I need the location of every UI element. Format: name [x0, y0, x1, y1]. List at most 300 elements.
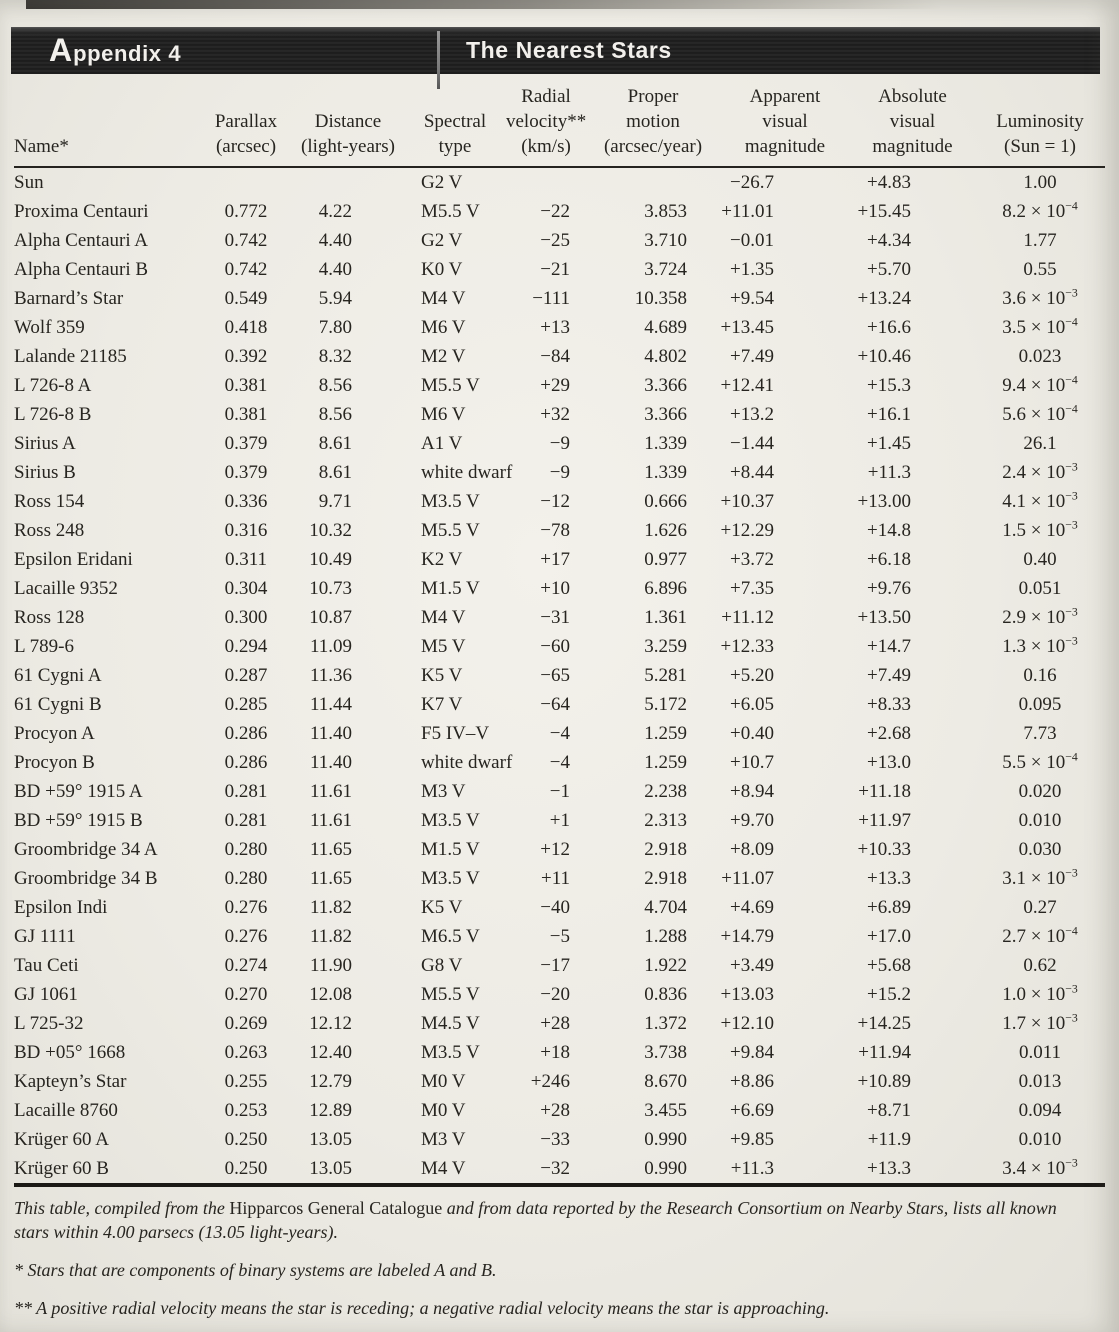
table-row [14, 806, 1105, 835]
cell-luminosity: 0.011 [1018, 1041, 1062, 1063]
cell-apparent_visual_magnitude: +11.3 [730, 1157, 774, 1179]
cell-radial_velocity: +1 [549, 809, 570, 831]
cell-apparent_visual_magnitude: +9.85 [730, 1128, 774, 1150]
cell-parallax: 0.280 [224, 838, 268, 860]
source-note-segment: Hipparcos General Catalogue [229, 1198, 443, 1218]
table-row [14, 1154, 1105, 1183]
cell-radial_velocity: −33 [540, 1128, 570, 1150]
cell-absolute_visual_magnitude: +14.25 [857, 1012, 911, 1034]
cell-apparent_visual_magnitude: −26.7 [730, 171, 774, 193]
cell-apparent_visual_magnitude: +13.03 [720, 983, 774, 1005]
cell-apparent_visual_magnitude: +7.35 [730, 577, 774, 599]
cell-absolute_visual_magnitude: +15.45 [857, 200, 911, 222]
cell-parallax: 0.281 [224, 809, 268, 831]
cell-name: 61 Cygni B [14, 693, 102, 715]
cell-apparent_visual_magnitude: +11.01 [721, 200, 774, 222]
cell-spectral_type: K5 V [421, 896, 463, 918]
cell-absolute_visual_magnitude: +10.89 [857, 1070, 911, 1092]
column-header-parallax: Parallax (arcsec) [214, 111, 278, 157]
cell-radial_velocity: +18 [540, 1041, 570, 1063]
cell-absolute_visual_magnitude: +13.3 [867, 867, 911, 889]
table-row [14, 284, 1105, 313]
cell-absolute_visual_magnitude: +10.33 [857, 838, 911, 860]
cell-absolute_visual_magnitude: +16.6 [867, 316, 911, 338]
scan-edge-artifact [26, 0, 942, 9]
cell-distance: 11.61 [309, 809, 352, 831]
cell-name: Procyon B [14, 751, 95, 773]
cell-proper_motion: 1.259 [644, 751, 687, 773]
cell-apparent_visual_magnitude: +12.41 [720, 374, 774, 396]
cell-proper_motion: 4.689 [644, 316, 687, 338]
cell-apparent_visual_magnitude: +11.07 [721, 867, 774, 889]
cell-distance: 11.44 [309, 693, 352, 715]
cell-parallax: 0.281 [224, 780, 268, 802]
cell-luminosity: $2.9 \times 10^{-3}$ [1002, 605, 1078, 628]
cell-proper_motion: 0.977 [644, 548, 687, 570]
cell-apparent_visual_magnitude: +12.33 [720, 635, 774, 657]
cell-radial_velocity: −4 [549, 722, 570, 744]
table-row [14, 458, 1105, 487]
cell-luminosity: 0.62 [1023, 954, 1057, 976]
cell-radial_velocity: −9 [549, 432, 570, 454]
cell-name: Tau Ceti [14, 954, 79, 976]
table-row [14, 661, 1105, 690]
cell-absolute_visual_magnitude: +11.3 [867, 461, 911, 483]
cell-radial_velocity: −4 [549, 751, 570, 773]
column-header-proper_motion: Proper motion (arcsec/year) [603, 86, 703, 157]
cell-absolute_visual_magnitude: +1.45 [867, 432, 911, 454]
cell-spectral_type: white dwarf [421, 461, 513, 483]
cell-absolute_visual_magnitude: +11.97 [858, 809, 911, 831]
cell-parallax: 0.250 [224, 1128, 268, 1150]
cell-name: Alpha Centauri A [14, 229, 149, 251]
cell-apparent_visual_magnitude: +11.12 [721, 606, 774, 628]
cell-spectral_type: M5.5 V [421, 519, 480, 541]
cell-proper_motion: 1.288 [644, 925, 687, 947]
cell-radial_velocity: −40 [540, 896, 570, 918]
cell-radial_velocity: +29 [540, 374, 570, 396]
cell-distance: 11.40 [309, 722, 352, 744]
cell-name: GJ 1111 [14, 925, 76, 947]
cell-luminosity: 0.051 [1018, 577, 1062, 599]
column-header-radial_velocity: Radial velocity** (km/s) [506, 86, 587, 157]
cell-luminosity: 0.094 [1018, 1099, 1062, 1121]
cell-luminosity: $5.6 \times 10^{-4}$ [1002, 402, 1078, 425]
cell-apparent_visual_magnitude: +6.69 [730, 1099, 774, 1121]
cell-radial_velocity: −64 [540, 693, 570, 715]
table-row [14, 893, 1105, 922]
cell-absolute_visual_magnitude: +11.18 [858, 780, 911, 802]
cell-name: Krüger 60 A [14, 1128, 109, 1150]
table-row [14, 690, 1105, 719]
footnote-double-asterisk: ** A positive radial velocity means the star is receding; a negative radial velocity means the star is approaching. [14, 1298, 830, 1318]
cell-proper_motion: 2.313 [644, 809, 687, 831]
cell-apparent_visual_magnitude: +13.45 [720, 316, 774, 338]
cell-radial_velocity: +10 [540, 577, 570, 599]
cell-luminosity: 0.16 [1023, 664, 1057, 686]
cell-absolute_visual_magnitude: +6.89 [867, 896, 911, 918]
cell-parallax: 0.742 [224, 229, 268, 251]
cell-parallax: 0.381 [224, 374, 268, 396]
cell-distance: 4.40 [318, 258, 352, 280]
cell-spectral_type: K2 V [421, 548, 463, 570]
cell-radial_velocity: +246 [530, 1070, 570, 1092]
cell-proper_motion: 3.259 [644, 635, 687, 657]
cell-apparent_visual_magnitude: +4.69 [730, 896, 774, 918]
cell-luminosity: $1.7 \times 10^{-3}$ [1002, 1011, 1078, 1034]
cell-spectral_type: G8 V [421, 954, 463, 976]
cell-apparent_visual_magnitude: +10.7 [730, 751, 774, 773]
cell-absolute_visual_magnitude: +15.2 [867, 983, 911, 1005]
cell-distance: 11.65 [309, 838, 352, 860]
cell-apparent_visual_magnitude: +8.09 [730, 838, 774, 860]
cell-parallax: 0.274 [224, 954, 268, 976]
cell-apparent_visual_magnitude: +6.05 [730, 693, 774, 715]
cell-absolute_visual_magnitude: +7.49 [867, 664, 911, 686]
cell-distance: 11.36 [309, 664, 352, 686]
table-row [14, 1096, 1105, 1125]
cell-absolute_visual_magnitude: +14.8 [867, 519, 911, 541]
cell-radial_velocity: +12 [540, 838, 570, 860]
cell-parallax: 0.287 [224, 664, 268, 686]
cell-distance: 11.09 [309, 635, 352, 657]
cell-apparent_visual_magnitude: +8.44 [730, 461, 774, 483]
cell-radial_velocity: −20 [540, 983, 570, 1005]
cell-spectral_type: M6.5 V [421, 925, 480, 947]
cell-distance: 11.40 [309, 751, 352, 773]
cell-luminosity: 1.00 [1023, 171, 1057, 193]
cell-proper_motion: 3.710 [644, 229, 687, 251]
cell-spectral_type: M0 V [421, 1099, 466, 1121]
cell-parallax: 0.379 [224, 461, 268, 483]
cell-name: Proxima Centauri [14, 200, 149, 222]
cell-luminosity: 0.013 [1018, 1070, 1062, 1092]
cell-spectral_type: M5.5 V [421, 200, 480, 222]
cell-parallax: 0.285 [224, 693, 268, 715]
cell-parallax: 0.336 [224, 490, 268, 512]
cell-radial_velocity: −21 [540, 258, 570, 280]
cell-proper_motion: 4.802 [644, 345, 687, 367]
cell-absolute_visual_magnitude: +15.3 [867, 374, 911, 396]
cell-parallax: 0.379 [224, 432, 268, 454]
cell-luminosity: 0.095 [1018, 693, 1062, 715]
cell-name: Lacaille 8760 [14, 1099, 118, 1121]
cell-parallax: 0.286 [224, 722, 268, 744]
cell-spectral_type: M1.5 V [421, 577, 480, 599]
cell-absolute_visual_magnitude: +11.9 [867, 1128, 911, 1150]
cell-radial_velocity: −78 [540, 519, 570, 541]
cell-name: L 726-8 A [14, 374, 92, 396]
cell-name: Epsilon Eridani [14, 548, 133, 570]
cell-distance: 13.05 [309, 1128, 352, 1150]
cell-distance: 8.61 [318, 432, 352, 454]
cell-luminosity: 0.010 [1018, 1128, 1062, 1150]
table-row [14, 603, 1105, 632]
cell-spectral_type: M3 V [421, 1128, 466, 1150]
table-row [14, 1125, 1105, 1154]
cell-luminosity: $3.1 \times 10^{-3}$ [1002, 866, 1078, 889]
cell-absolute_visual_magnitude: +4.83 [867, 171, 911, 193]
cell-proper_motion: 1.339 [644, 461, 687, 483]
cell-radial_velocity: +11 [540, 867, 570, 889]
cell-luminosity: 0.030 [1018, 838, 1062, 860]
cell-spectral_type: G2 V [421, 229, 463, 251]
table-row [14, 777, 1105, 806]
page-title: The Nearest Stars [466, 37, 672, 63]
cell-apparent_visual_magnitude: +0.40 [730, 722, 774, 744]
cell-proper_motion: 1.259 [644, 722, 687, 744]
source-note [14, 1196, 1072, 1244]
cell-parallax: 0.316 [224, 519, 268, 541]
cell-spectral_type: M4 V [421, 1157, 466, 1179]
cell-absolute_visual_magnitude: +4.34 [867, 229, 911, 251]
cell-distance: 9.71 [318, 490, 352, 512]
column-header-name: Name* [14, 136, 69, 157]
table-row [14, 342, 1105, 371]
cell-radial_velocity: −12 [540, 490, 570, 512]
cell-parallax: 0.286 [224, 751, 268, 773]
cell-spectral_type: M4.5 V [421, 1012, 480, 1034]
cell-distance: 12.89 [309, 1099, 352, 1121]
cell-proper_motion: 3.738 [644, 1041, 687, 1063]
cell-luminosity: $1.3 \times 10^{-3}$ [1002, 634, 1078, 657]
cell-proper_motion: 10.358 [634, 287, 687, 309]
cell-apparent_visual_magnitude: +9.70 [730, 809, 774, 831]
cell-parallax: 0.300 [224, 606, 268, 628]
cell-spectral_type: M6 V [421, 403, 466, 425]
cell-name: Epsilon Indi [14, 896, 108, 918]
cell-spectral_type: M3.5 V [421, 1041, 480, 1063]
table-footer [14, 1196, 1072, 1332]
column-header-distance: Distance (light-years) [301, 111, 395, 157]
cell-distance: 8.61 [318, 461, 352, 483]
cell-parallax: 0.294 [224, 635, 268, 657]
cell-spectral_type: M5.5 V [421, 374, 480, 396]
cell-proper_motion: 2.918 [644, 867, 687, 889]
cell-parallax: 0.253 [224, 1099, 268, 1121]
cell-apparent_visual_magnitude: +8.86 [730, 1070, 774, 1092]
cell-proper_motion: 5.172 [644, 693, 687, 715]
cell-absolute_visual_magnitude: +14.7 [867, 635, 911, 657]
cell-distance: 8.32 [318, 345, 352, 367]
cell-spectral_type: G2 V [421, 171, 463, 193]
cell-apparent_visual_magnitude: +1.35 [730, 258, 774, 280]
cell-distance: 10.73 [309, 577, 352, 599]
cell-spectral_type: F5 IV–V [421, 722, 490, 744]
cell-distance: 8.56 [318, 403, 352, 425]
banner-divider [437, 31, 440, 89]
cell-proper_motion: 0.990 [644, 1157, 687, 1179]
cell-absolute_visual_magnitude: +9.76 [867, 577, 911, 599]
cell-luminosity: $1.5 \times 10^{-3}$ [1002, 518, 1078, 541]
cell-parallax: 0.381 [224, 403, 268, 425]
table-row [14, 487, 1105, 516]
table-row [14, 168, 1105, 197]
cell-parallax: 0.418 [224, 316, 268, 338]
column-header-spectral_type: Spectral type [423, 111, 487, 157]
cell-spectral_type: M5.5 V [421, 983, 480, 1005]
appendix-banner [11, 27, 1100, 74]
cell-spectral_type: M4 V [421, 606, 466, 628]
cell-absolute_visual_magnitude: +8.71 [867, 1099, 911, 1121]
cell-luminosity: $4.1 \times 10^{-3}$ [1002, 489, 1078, 512]
table-row [14, 226, 1105, 255]
cell-proper_motion: 3.366 [644, 403, 687, 425]
table-row [14, 632, 1105, 661]
cell-apparent_visual_magnitude: +9.54 [730, 287, 774, 309]
cell-luminosity: $3.4 \times 10^{-3}$ [1002, 1156, 1078, 1179]
source-note-segment: and from data reported by the Research Consortium on Nearby Stars, lists all known stars within 4.00 parsecs (13.05 light-years). [14, 1198, 1057, 1242]
nearest-stars-table [14, 84, 1105, 1187]
cell-distance: 12.12 [309, 1012, 352, 1034]
cell-radial_velocity: −9 [549, 461, 570, 483]
table-row [14, 313, 1105, 342]
cell-spectral_type: M3 V [421, 780, 466, 802]
cell-spectral_type: K5 V [421, 664, 463, 686]
cell-proper_motion: 0.666 [644, 490, 687, 512]
cell-proper_motion: 2.918 [644, 838, 687, 860]
cell-radial_velocity: −31 [540, 606, 570, 628]
cell-distance: 12.79 [309, 1070, 352, 1092]
cell-distance: 11.61 [309, 780, 352, 802]
cell-parallax: 0.276 [224, 925, 268, 947]
cell-parallax: 0.311 [224, 548, 268, 570]
cell-name: L 725-32 [14, 1012, 84, 1034]
table-row [14, 835, 1105, 864]
cell-distance: 11.82 [309, 896, 352, 918]
cell-luminosity: 0.40 [1023, 548, 1057, 570]
cell-name: BD +59° 1915 A [14, 780, 143, 802]
cell-distance: 7.80 [318, 316, 352, 338]
cell-radial_velocity: +32 [540, 403, 570, 425]
cell-proper_motion: 3.455 [644, 1099, 687, 1121]
cell-parallax: 0.250 [224, 1157, 268, 1179]
cell-absolute_visual_magnitude: +8.33 [867, 693, 911, 715]
cell-absolute_visual_magnitude: +13.24 [857, 287, 911, 309]
cell-name: Groombridge 34 A [14, 838, 158, 860]
cell-proper_motion: 3.853 [644, 200, 687, 222]
cell-distance: 10.32 [309, 519, 352, 541]
cell-radial_velocity: −60 [540, 635, 570, 657]
table-header-row [14, 84, 1105, 168]
cell-name: L 726-8 B [14, 403, 92, 425]
cell-apparent_visual_magnitude: +7.49 [730, 345, 774, 367]
column-header-apparent_visual_magnitude: Apparent visual magnitude [744, 86, 826, 157]
cell-proper_motion: 0.990 [644, 1128, 687, 1150]
cell-proper_motion: 5.281 [644, 664, 687, 686]
cell-apparent_visual_magnitude: +5.20 [730, 664, 774, 686]
table-row [14, 197, 1105, 226]
cell-luminosity: $8.2 \times 10^{-4}$ [1002, 199, 1078, 222]
cell-radial_velocity: +17 [540, 548, 570, 570]
cell-proper_motion: 1.626 [644, 519, 687, 541]
cell-apparent_visual_magnitude: +12.10 [720, 1012, 774, 1034]
cell-distance: 10.87 [309, 606, 352, 628]
cell-apparent_visual_magnitude: +9.84 [730, 1041, 774, 1063]
table-row [14, 864, 1105, 893]
cell-parallax: 0.742 [224, 258, 268, 280]
cell-radial_velocity: +28 [540, 1099, 570, 1121]
cell-proper_motion: 1.361 [644, 606, 687, 628]
cell-luminosity: 0.020 [1018, 780, 1062, 802]
cell-apparent_visual_magnitude: +8.94 [730, 780, 774, 802]
source-note-segment: This table, compiled from the [14, 1198, 230, 1218]
cell-luminosity: 7.73 [1023, 722, 1057, 744]
cell-name: Groombridge 34 B [14, 867, 158, 889]
cell-name: L 789-6 [14, 635, 74, 657]
cell-apparent_visual_magnitude: +13.2 [730, 403, 774, 425]
cell-radial_velocity: −17 [540, 954, 570, 976]
cell-name: Krüger 60 B [14, 1157, 109, 1179]
cell-name: Ross 248 [14, 519, 85, 541]
cell-spectral_type: M3.5 V [421, 867, 480, 889]
cell-absolute_visual_magnitude: +16.1 [867, 403, 911, 425]
table-row [14, 400, 1105, 429]
cell-absolute_visual_magnitude: +13.00 [857, 490, 911, 512]
cell-luminosity: 1.77 [1023, 229, 1057, 251]
cell-proper_motion: 3.366 [644, 374, 687, 396]
table-row [14, 980, 1105, 1009]
cell-distance: 10.49 [309, 548, 352, 570]
cell-luminosity: 0.023 [1018, 345, 1062, 367]
cell-radial_velocity: −22 [540, 200, 570, 222]
cell-parallax: 0.772 [224, 200, 268, 222]
cell-luminosity: 26.1 [1023, 432, 1057, 454]
cell-parallax: 0.392 [224, 345, 268, 367]
cell-radial_velocity: −5 [549, 925, 570, 947]
table-row [14, 255, 1105, 284]
cell-spectral_type: A1 V [421, 432, 463, 454]
table-row [14, 516, 1105, 545]
cell-spectral_type: K0 V [421, 258, 463, 280]
cell-spectral_type: white dwarf [421, 751, 513, 773]
cell-spectral_type: M1.5 V [421, 838, 480, 860]
cell-apparent_visual_magnitude: +14.79 [720, 925, 774, 947]
cell-radial_velocity: +28 [540, 1012, 570, 1034]
cell-parallax: 0.280 [224, 867, 268, 889]
cell-proper_motion: 1.922 [644, 954, 687, 976]
cell-distance: 12.40 [309, 1041, 352, 1063]
cell-proper_motion: 1.339 [644, 432, 687, 454]
table-row [14, 1009, 1105, 1038]
appendix-label: Appendix 4 [49, 32, 182, 68]
cell-luminosity: $9.4 \times 10^{-4}$ [1002, 373, 1078, 396]
cell-radial_velocity: −84 [540, 345, 570, 367]
cell-parallax: 0.269 [224, 1012, 268, 1034]
cell-distance: 12.08 [309, 983, 352, 1005]
cell-name: 61 Cygni A [14, 664, 102, 686]
cell-name: Lacaille 9352 [14, 577, 118, 599]
table-row [14, 1038, 1105, 1067]
cell-proper_motion: 6.896 [644, 577, 687, 599]
column-header-luminosity: Luminosity (Sun = 1) [996, 111, 1084, 157]
cell-absolute_visual_magnitude: +13.0 [867, 751, 911, 773]
table-row [14, 429, 1105, 458]
cell-luminosity: $2.7 \times 10^{-4}$ [1002, 924, 1078, 947]
cell-apparent_visual_magnitude: −0.01 [730, 229, 774, 251]
cell-absolute_visual_magnitude: +6.18 [867, 548, 911, 570]
cell-name: BD +05° 1668 [14, 1041, 126, 1063]
cell-spectral_type: M3.5 V [421, 809, 480, 831]
cell-absolute_visual_magnitude: +17.0 [867, 925, 911, 947]
cell-luminosity: 0.010 [1018, 809, 1062, 831]
cell-radial_velocity: −32 [540, 1157, 570, 1179]
cell-distance: 11.90 [309, 954, 352, 976]
cell-radial_velocity: −1 [549, 780, 570, 802]
cell-apparent_visual_magnitude: −1.44 [730, 432, 774, 454]
cell-name: Barnard’s Star [14, 287, 124, 309]
cell-parallax: 0.276 [224, 896, 268, 918]
